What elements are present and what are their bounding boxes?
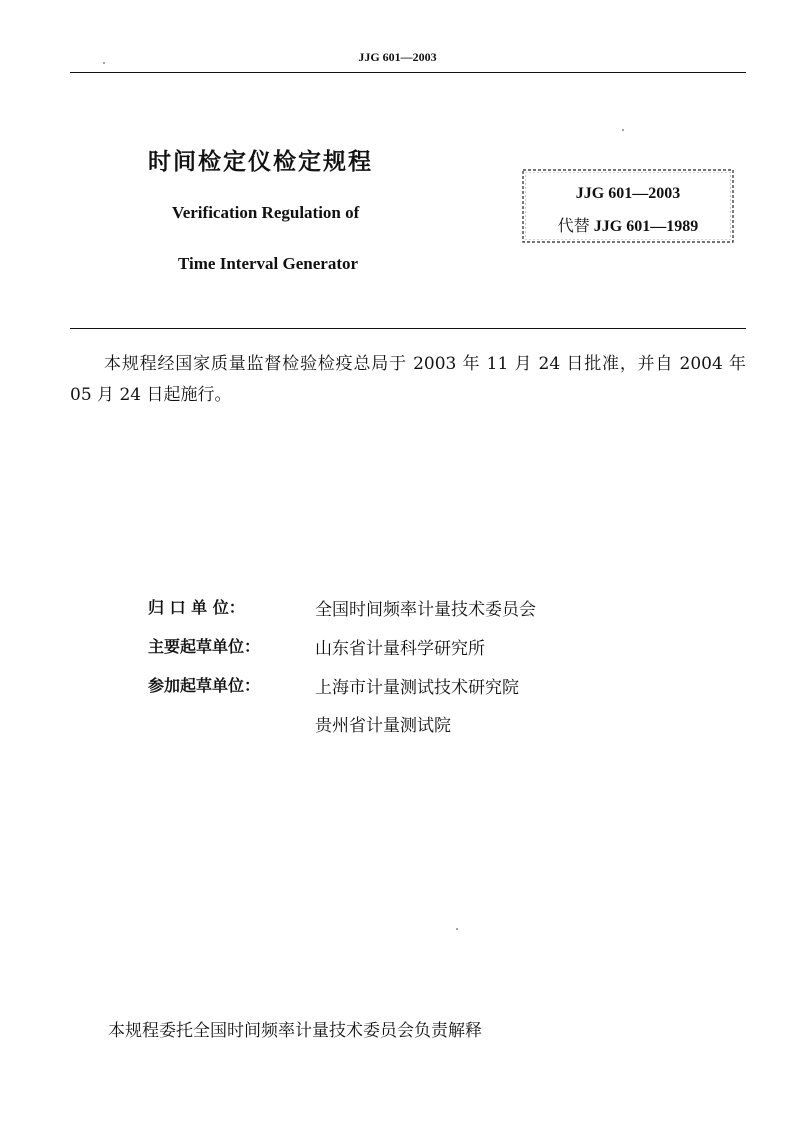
org-label-main-drafter: 主要起草单位：	[148, 637, 261, 656]
replaces-line	[521, 213, 735, 236]
org-value-participating-drafter-1: 上海市计量测试技术研究院	[315, 678, 519, 698]
replaces-code: JJG 601—1989	[593, 218, 699, 235]
standard-code-box	[521, 167, 735, 245]
title-english-line1: Verification Regulation of	[172, 203, 360, 222]
header-standard-code: JJG 601—2003	[358, 50, 437, 64]
org-value-responsible: 全国时间频率计量技术委员会	[315, 600, 536, 620]
approval-paragraph: 本规程经国家质量监督检验检疫总局于 2003 年 11 月 24 日批准，并自 2004 年 05 月 24 日起施行。	[70, 354, 746, 405]
org-label-participating-drafter: 参加起草单位：	[148, 676, 261, 695]
title-english-line2: Time Interval Generator	[178, 254, 359, 273]
header-rule	[70, 72, 746, 73]
section-rule	[70, 328, 746, 329]
scan-speck	[622, 129, 624, 131]
org-value-main-drafter: 山东省计量科学研究所	[315, 639, 485, 659]
replaces-prefix: 代替	[557, 218, 590, 235]
scan-speck	[103, 62, 105, 64]
footer-interpretation-note: 本规程委托全国时间频率计量技术委员会负责解释	[108, 1021, 482, 1041]
title-chinese: 时间检定仪检定规程	[148, 149, 373, 175]
org-value-participating-drafter-2: 贵州省计量测试院	[315, 716, 451, 736]
scan-speck	[456, 928, 458, 930]
standard-code: JJG 601—2003	[575, 185, 681, 202]
org-label-responsible: 归 口 单 位：	[148, 598, 245, 617]
